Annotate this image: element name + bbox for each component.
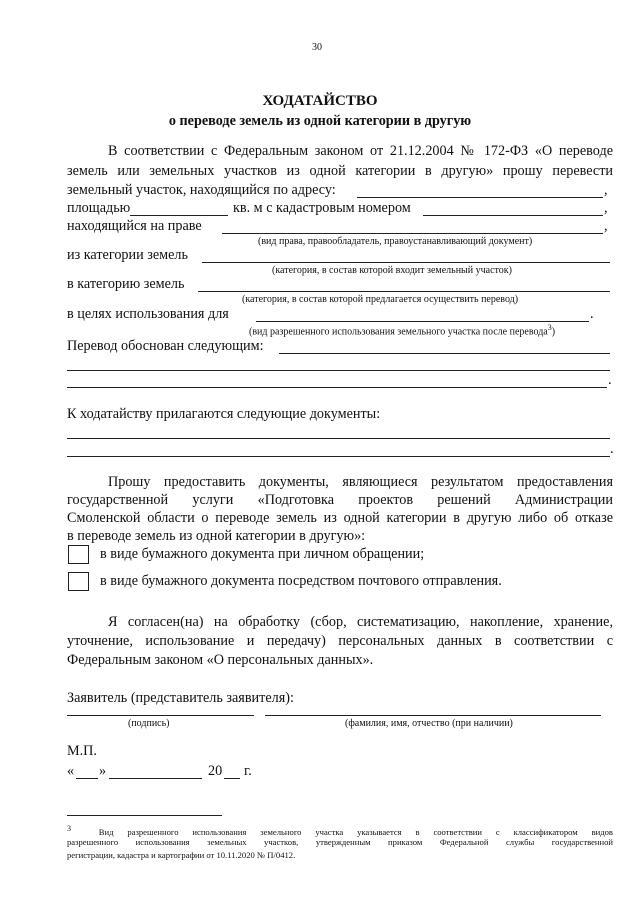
request-line-4: в переводе земель из одной категории в другую»:: [67, 528, 366, 544]
footnote-line-3: регистрации, кадастра и картографии от 10.11.2020 № П/0412.: [67, 850, 296, 860]
footnote-separator: [67, 815, 222, 816]
purpose-hint: (вид разрешенного использования земельного участка после перевода$^3$): [249, 323, 556, 338]
right-hint: (вид права, правообладатель, правоустанавливающий документ): [258, 236, 533, 247]
justification-line-1[interactable]: [279, 353, 610, 354]
footnote-line-2: разрешенного использования земельных участков, утвержденным приказом Федеральной службы государственной: [67, 837, 613, 847]
date-open-quote: «: [67, 763, 75, 779]
option-by-mail-checkbox[interactable]: [68, 572, 89, 591]
stamp-label: М.П.: [67, 743, 97, 759]
purpose-line[interactable]: [256, 321, 589, 322]
date-month-line[interactable]: [109, 778, 202, 779]
footnote-line-1: $^3$ Вид разрешенного использования земельного участка указывается в соответствии с классификатором видов: [67, 824, 613, 837]
document-title: ХОДАТАЙСТВО: [262, 93, 378, 109]
document-page: 30 ХОДАТАЙСТВО о переводе земель из одной категории в другую В соответствии с Федеральным законом от 21.12.2004 № 172-ФЗ «О переводе земель или земельных участков из одной категории в другую» прошу перевести земельный участок, находящийся по адресу: , площадью кв. м с кадастровым номером , находящийся на праве , (вид права, правообладатель, правоустанавливающий документ) из категории земель (категория, в состав которой входит земельный участок) в категорию земель (категория, в состав которой предлагается осуществить перевод) в целях использования для . (вид разрешенного использования земельного участка после перевода$^3$) Перевод обоснован следующим: . К ходатайству прилагаются следующие документы: . Прошу предоставить документы, являющиеся результатом предоставления государственной услуги «Подготовка проектов решений Администрации Смоленской области о переводе земель из одной категории в другую либо об отказе в переводе земель из одной категории в другую»: в виде бумажного документа при личном обращении; в виде бумажного документа посредством почтового отправления. Я согласен(на) на обработку (сбор, систематизацию, накопление, хранение, уточнение, использование и передачу) персональных данных в соответствии с Федеральным законом «О персональных данных». Заявитель (представитель заявителя): (подпись) (фамилия, имя, отчество (при наличии) М.П. « » 20 г. $^3$ Вид разрешенного использования земельного участка указывается в соответствии с классификатором видов разрешенного использования земельных участков, утвержденным приказом Федеральной службы государственной регистрации, кадастра и картографии от 10.11.2020 № П/0412.: [0, 0, 640, 905]
applicant-label: Заявитель (представитель заявителя):: [67, 690, 294, 706]
intro-line-3: земельный участок, находящийся по адресу:: [67, 182, 336, 198]
date-close-quote: »: [99, 763, 107, 779]
request-line-1: Прошу предоставить документы, являющиеся результатом предоставления: [108, 474, 613, 490]
date-day-line[interactable]: [76, 778, 98, 779]
address-line[interactable]: [357, 197, 603, 198]
consent-line-1: Я согласен(на) на обработку (сбор, систематизацию, накопление, хранение,: [108, 614, 613, 630]
from-category-line[interactable]: [202, 262, 610, 263]
from-category-hint: (категория, в состав которой входит земельный участок): [272, 265, 512, 276]
area-input-line[interactable]: [130, 215, 228, 216]
area-unit-label: кв. м с кадастровым номером: [233, 200, 411, 216]
date-year-line[interactable]: [224, 778, 240, 779]
option-in-person-label: в виде бумажного документа при личном обращении;: [100, 546, 425, 562]
full-name-line[interactable]: [265, 715, 601, 716]
full-name-hint: (фамилия, имя, отчество (при наличии): [345, 718, 513, 729]
intro-line-2: земель или земельных участков из одной категории в другую» прошу перевести: [67, 163, 613, 179]
date-year-suffix: г.: [244, 763, 252, 779]
consent-line-3: Федеральным законом «О персональных данных».: [67, 652, 374, 668]
right-label: находящийся на праве: [67, 218, 202, 234]
from-category-label: из категории земель: [67, 247, 188, 263]
intro-line-1: В соответствии с Федеральным законом от 21.12.2004 № 172-ФЗ «О переводе: [108, 143, 613, 159]
request-line-2: государственной услуги «Подготовка проектов решений Администрации: [67, 492, 613, 508]
attachments-label: К ходатайству прилагаются следующие документы:: [67, 406, 381, 422]
request-line-3: Смоленской области о переводе земель из одной категории в другую либо об отказе: [67, 510, 613, 526]
purpose-label: в целях использования для: [67, 306, 229, 322]
option-in-person-checkbox[interactable]: [68, 545, 89, 564]
justification-line-2[interactable]: [67, 370, 610, 371]
justification-label: Перевод обоснован следующим:: [67, 338, 264, 354]
consent-line-2: уточнение, использование и передачу) персональных данных в соответствии с: [67, 633, 613, 649]
cadastral-number-line[interactable]: [423, 215, 603, 216]
page-number: 30: [312, 42, 322, 53]
right-input-line[interactable]: [222, 233, 603, 234]
attachments-line-1[interactable]: [67, 438, 610, 439]
attachments-line-2[interactable]: [67, 456, 610, 457]
to-category-hint: (категория, в состав которой предлагается осуществить перевод): [242, 294, 519, 305]
to-category-label: в категорию земель: [67, 276, 185, 292]
signature-hint: (подпись): [128, 718, 170, 729]
justification-line-3[interactable]: [67, 387, 607, 388]
document-subtitle: о переводе земель из одной категории в другую: [168, 113, 472, 129]
signature-line[interactable]: [67, 715, 254, 716]
area-label: площадью: [67, 200, 131, 216]
to-category-line[interactable]: [198, 291, 610, 292]
date-year-prefix: 20: [208, 763, 223, 779]
option-by-mail-label: в виде бумажного документа посредством почтового отправления.: [100, 573, 502, 589]
